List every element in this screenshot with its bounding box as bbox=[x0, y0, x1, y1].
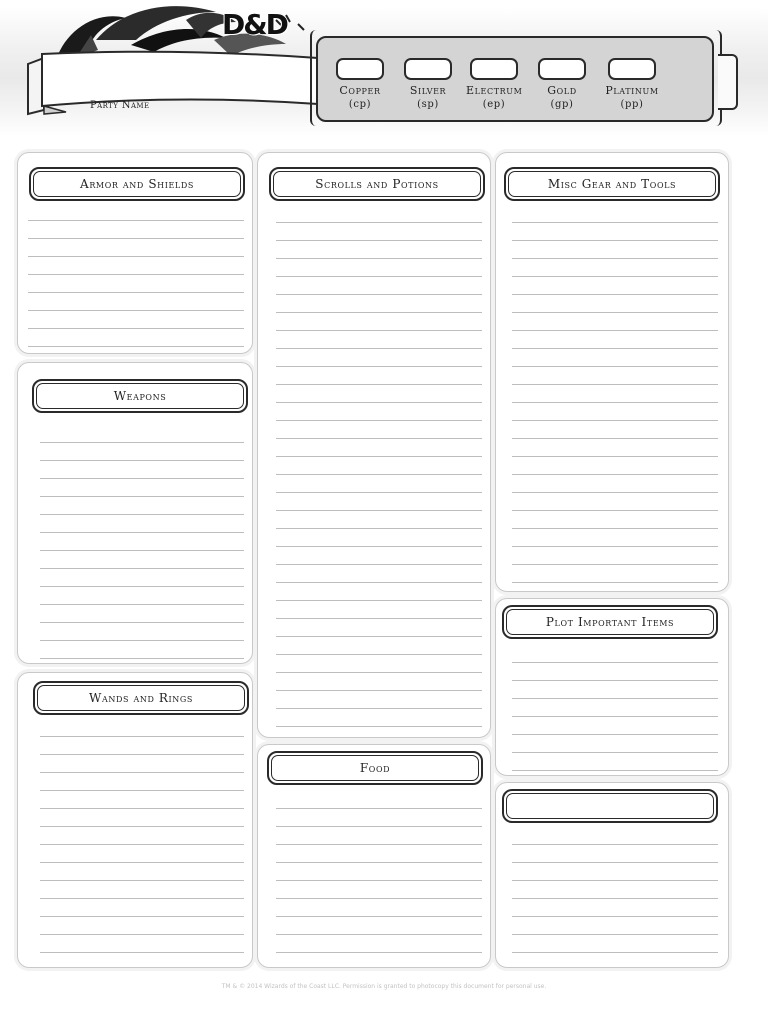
platinum-input[interactable] bbox=[608, 58, 656, 80]
coin-abbr: (gp) bbox=[550, 99, 574, 110]
scrolls-potions-panel bbox=[257, 152, 491, 738]
wands-rings-title bbox=[33, 681, 249, 715]
wands-rings-panel bbox=[17, 672, 253, 968]
coin-name: Copper bbox=[339, 84, 381, 97]
scrolls-potions-lines[interactable] bbox=[276, 205, 482, 731]
misc-gear-label: Misc Gear and Tools bbox=[547, 177, 677, 191]
coin-silver bbox=[400, 58, 456, 110]
custom-panel bbox=[495, 782, 729, 968]
armor-shields-lines[interactable] bbox=[28, 203, 244, 347]
custom-title[interactable] bbox=[502, 789, 718, 823]
wands-rings-lines[interactable] bbox=[40, 719, 244, 961]
wands-rings-label: Wands and Rings bbox=[89, 691, 193, 705]
coin-abbr: (pp) bbox=[620, 99, 644, 110]
scrolls-potions-title bbox=[269, 167, 485, 201]
coin-name: Electrum bbox=[466, 84, 523, 97]
plot-items-panel bbox=[495, 598, 729, 776]
coin-copper bbox=[332, 58, 388, 110]
armor-shields-label: Armor and Shields bbox=[80, 177, 194, 191]
weapons-title bbox=[32, 379, 248, 413]
coin-abbr: (sp) bbox=[417, 99, 439, 110]
party-name-label: Party Name bbox=[90, 100, 150, 111]
plot-items-lines[interactable] bbox=[512, 645, 718, 771]
coin-name: Platinum bbox=[605, 84, 659, 97]
scrolls-potions-label: Scrolls and Potions bbox=[315, 177, 439, 191]
plot-items-title bbox=[502, 605, 718, 639]
weapons-label: Weapons bbox=[113, 389, 167, 403]
coin-electrum bbox=[466, 58, 522, 110]
coin-name: Gold bbox=[547, 84, 577, 97]
misc-gear-title bbox=[504, 167, 720, 201]
coin-abbr: (ep) bbox=[482, 99, 506, 110]
silver-input[interactable] bbox=[404, 58, 452, 80]
armor-shields-title bbox=[29, 167, 245, 201]
plot-items-label: Plot Important Items bbox=[545, 615, 675, 629]
party-name-input[interactable] bbox=[48, 58, 314, 96]
coin-platinum bbox=[604, 58, 660, 110]
food-label: Food bbox=[359, 761, 391, 775]
food-title bbox=[267, 751, 483, 785]
coin-abbr: (cp) bbox=[348, 99, 372, 110]
copyright-footer: TM & © 2014 Wizards of the Coast LLC. Permission is granted to photocopy this document for personal use. bbox=[221, 983, 547, 990]
coin-name: Silver bbox=[409, 84, 447, 97]
misc-gear-lines[interactable] bbox=[512, 205, 718, 587]
food-panel bbox=[257, 744, 491, 968]
custom-lines[interactable] bbox=[512, 827, 718, 961]
weapons-panel bbox=[17, 362, 253, 664]
armor-shields-panel bbox=[17, 152, 253, 354]
coin-panel-tail bbox=[718, 54, 738, 110]
dnd-logo: D&D bbox=[222, 8, 287, 41]
misc-gear-panel bbox=[495, 152, 729, 592]
food-lines[interactable] bbox=[276, 791, 482, 961]
electrum-input[interactable] bbox=[470, 58, 518, 80]
coin-gold bbox=[534, 58, 590, 110]
coin-panel bbox=[316, 36, 714, 122]
weapons-lines[interactable] bbox=[40, 425, 244, 659]
gold-input[interactable] bbox=[538, 58, 586, 80]
copper-input[interactable] bbox=[336, 58, 384, 80]
